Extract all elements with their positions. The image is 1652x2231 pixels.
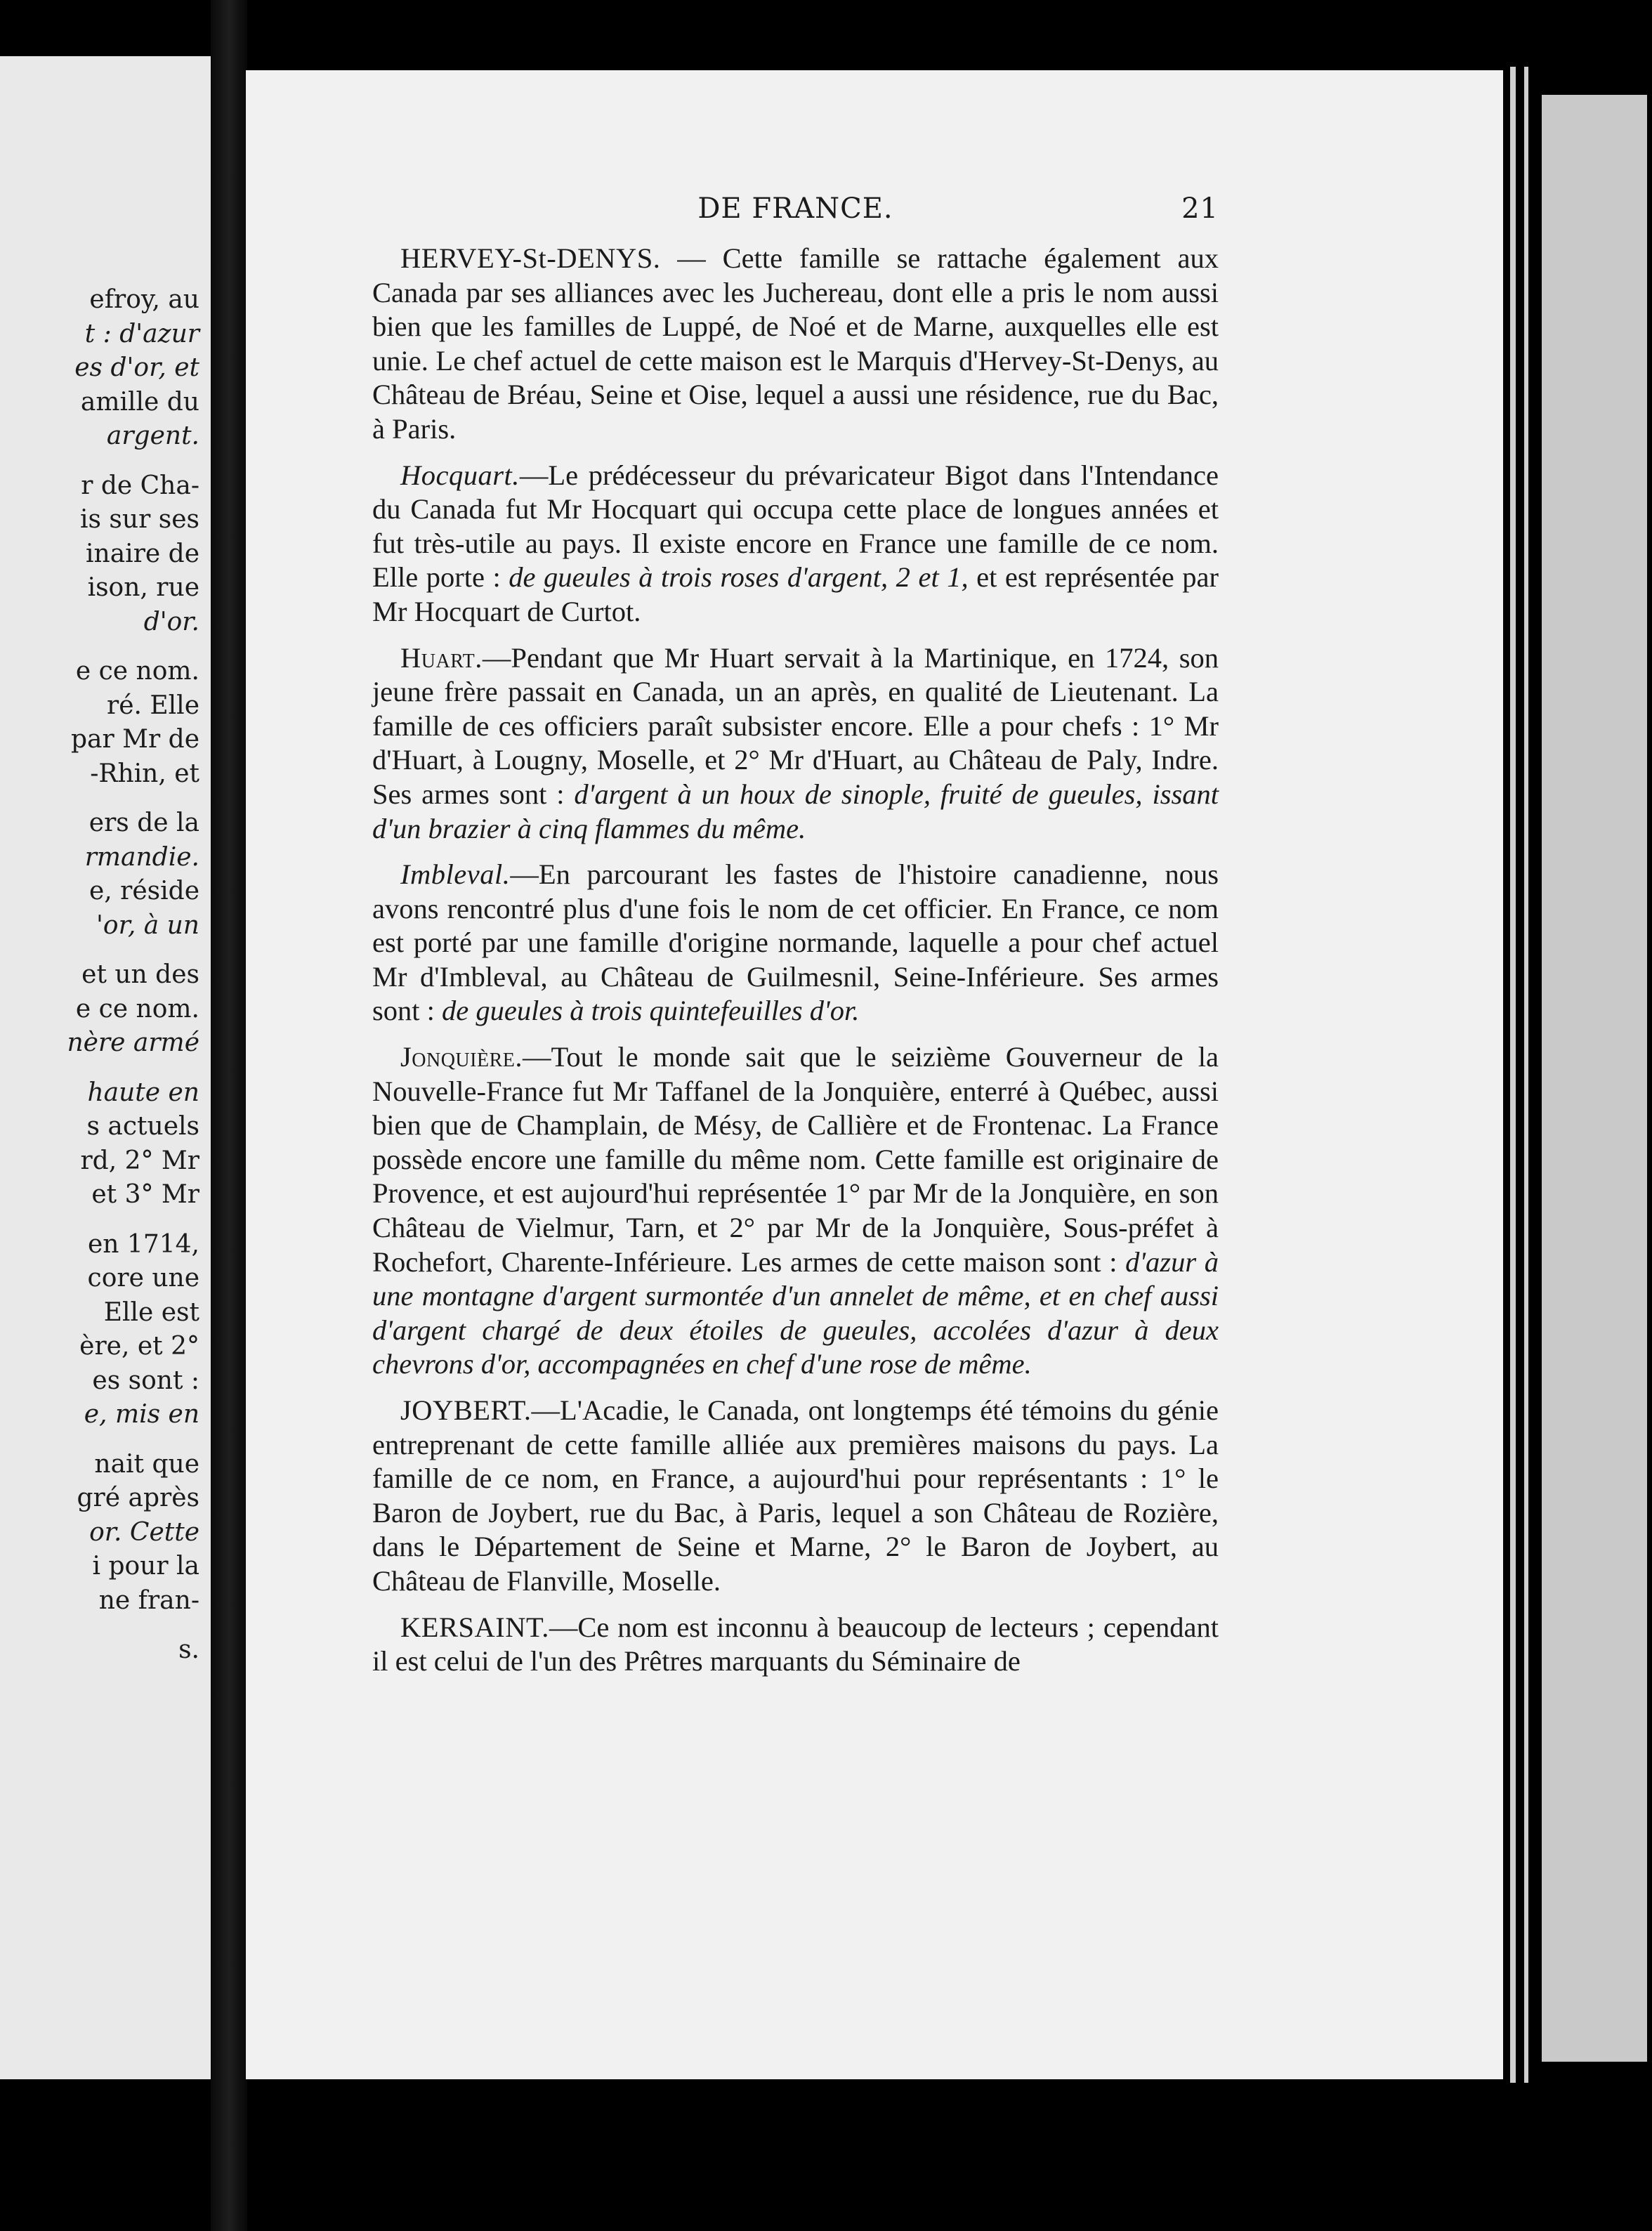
entry-huart (372, 641, 1219, 846)
left-page-text-fragment: e, réside (88, 877, 199, 905)
left-page-text-fragment: i pour la (92, 1552, 199, 1581)
entry-kersaint (372, 1611, 1219, 1679)
entry-arms: de gueules à trois roses d'argent, 2 et 1, (509, 561, 969, 594)
left-page-text-fragment: ne fran- (98, 1585, 199, 1615)
left-page-text-fragment: rd, 2° Mr (80, 1146, 199, 1175)
entry-body: —Le prédécesseur du prévaricateur Bigot dans l'Intendance du Canada fut Mr Hocquart qui occupa cette place de longues années et fut très-utile au pays. Il existe encore en France une famille de ce nom. Elle porte : (372, 459, 1219, 594)
entry-tail: et est représentée par Mr Hocquart de Curtot. (372, 561, 1219, 627)
left-page-text-fragment: es d'or, et (74, 353, 199, 382)
running-head-title: DE FRANCE. (697, 192, 893, 225)
left-page-text-fragment: d'or. (143, 607, 199, 636)
left-page-text-fragment: en 1714, (88, 1229, 199, 1259)
entry-arms: d'argent à un houx de sinople, fruité de gueules, issant d'un brazier à cinq flammes du même. (372, 778, 1219, 844)
entry-body: —L'Acadie, le Canada, ont longtemps été témoins du génie entreprenant de cette famille alliée aux premières maisons du pays. La famille de ce nom, en France, a aujourd'hui pour représentants : 1° le Baron de Joybert, rue du Bac, à Paris, lequel a son Château de Rozière, dans le Département de Seine et Marne, 2° le Baron de Joybert, au Château de Flanville, Moselle. (372, 1394, 1219, 1597)
entry-heading: Jonquière. (400, 1041, 523, 1073)
left-page-text-fragment: argent. (106, 421, 199, 450)
left-page-text-fragment: s. (178, 1635, 199, 1664)
left-page-text-fragment: e ce nom. (75, 994, 199, 1023)
left-page-text-fragment: ison, rue (87, 573, 199, 602)
left-page-text-fragment: ré. Elle (106, 691, 199, 720)
left-page-text-fragment: gré après (77, 1484, 199, 1512)
left-page-text-fragment: par Mr de (70, 725, 199, 754)
entry-joybert (372, 1394, 1219, 1599)
left-page-text-fragment: Elle est (103, 1297, 199, 1327)
cover-edge (1542, 95, 1647, 2062)
entry-heading: Huart. (400, 641, 483, 674)
entry-hervey (372, 242, 1219, 447)
entry-heading: Imbleval. (400, 858, 511, 891)
left-page-text-fragment: -Rhin, et (90, 759, 199, 788)
entry-arms: de gueules à trois quintefeuilles d'or. (442, 995, 860, 1027)
left-page-text-fragment: et un des (81, 960, 199, 989)
left-page-text-fragment: r de Cha- (81, 471, 199, 500)
left-page-text-fragment: 'or, à un (96, 910, 199, 940)
left-page-text-fragment: haute en (87, 1078, 199, 1107)
entry-body: —Pendant que Mr Huart servait à la Martinique, en 1724, son jeune frère passait en Canada, un an après, en qualité de Lieutenant. La famille de ces officiers paraît subsister encore. Elle a pour chefs : 1° Mr d'Huart, à Lougny, Moselle, et 2° Mr d'Huart, au Château de Paly, Indre. Ses armes sont : (372, 641, 1219, 810)
page-number: 21 (1181, 192, 1219, 225)
page-stack-edge (1503, 67, 1652, 2083)
text-column (372, 242, 1219, 1691)
left-page-text-fragment: nère armé (67, 1028, 199, 1057)
left-page-fragment (0, 56, 211, 2079)
entry-arms: d'azur à une montagne d'argent surmontée d'un annelet de même, et en chef aussi d'argent chargé de deux étoiles de gueules, accolées d'azur à deux chevrons d'or, accompagnées en chef d'une rose de même. (372, 1245, 1219, 1380)
page-edge-line (1510, 67, 1516, 2083)
left-page-text-fragment: nait que (94, 1449, 199, 1479)
left-page-text-fragment: e ce nom. (75, 657, 199, 686)
left-page-text-fragment: et 3° Mr (91, 1180, 199, 1209)
entry-heading: JOYBERT. (400, 1394, 532, 1426)
entry-jonquiere (372, 1040, 1219, 1382)
entry-body: —En parcourant les fastes de l'histoire canadienne, nous avons rencontré plus d'une fois le nom de cet officier. En France, ce nom est porté par une famille d'origine normande, laquelle a pour chef actuel Mr d'Imbleval, au Château de Guilmesnil, Seine-Inférieure. Ses armes sont : (372, 858, 1219, 1027)
entry-heading: KERSAINT. (400, 1611, 549, 1643)
left-page-text-fragment: inaire de (86, 539, 199, 568)
left-page-text-fragment: s actuels (86, 1112, 199, 1141)
entry-heading: Hocquart. (400, 459, 520, 491)
entry-hocquart (372, 459, 1219, 629)
entry-heading: HERVEY-St-DENYS. (400, 242, 661, 274)
entry-body: —Ce nom est inconnu à beaucoup de lecteurs ; cependant il est celui de l'un des Prêtres marquants du Séminaire de (372, 1611, 1219, 1677)
left-page-text-fragment: es sont : (92, 1366, 199, 1395)
running-head (372, 192, 1219, 235)
entry-body: — Cette famille se rattache également aux Canada par ses alliances avec les Juchereau, dont elle a pris le nom aussi bien que les familles de Luppé, de Noé et de Marne, auxquelles elle est unie. Le chef actuel de cette maison est le Marquis d'Hervey-St-Denys, au Château de Bréau, Seine et Oise, lequel a aussi une résidence, rue du Bac, à Paris. (372, 242, 1219, 445)
page-edge-line (1524, 67, 1528, 2083)
entry-body: —Tout le monde sait que le seizième Gouverneur de la Nouvelle-France fut Mr Taffanel de la Jonquière, enterré à Québec, aussi bien que de Champlain, de Mésy, de Callière et de Frontenac. La France possède encore une famille du même nom. Cette famille est originaire de Provence, et est aujourd'hui représentée 1° par Mr de la Jonquière, en son Château de Vielmur, Tarn, et 2° par Mr de la Jonquière, Sous-préfet à Rochefort, Charente-Inférieure. Les armes de cette maison sont : (372, 1041, 1219, 1278)
left-page-text-fragment: ère, et 2° (79, 1332, 199, 1361)
book-gutter (211, 0, 247, 2231)
entry-imbleval (372, 858, 1219, 1028)
left-page-text-fragment: core une (87, 1264, 199, 1293)
left-page-text-fragment: ers de la (88, 809, 199, 837)
left-page-text-fragment: e, mis en (84, 1400, 199, 1429)
left-page-text-fragment: rmandie. (84, 842, 199, 872)
left-page-text-fragment: efroy, au (89, 285, 199, 314)
left-page-text-fragment: amille du (80, 387, 199, 417)
left-page-text-fragment: is sur ses (80, 505, 199, 534)
left-page-text-fragment: t : d'azur (84, 319, 199, 348)
left-page-text-fragment: or. Cette (89, 1517, 199, 1547)
